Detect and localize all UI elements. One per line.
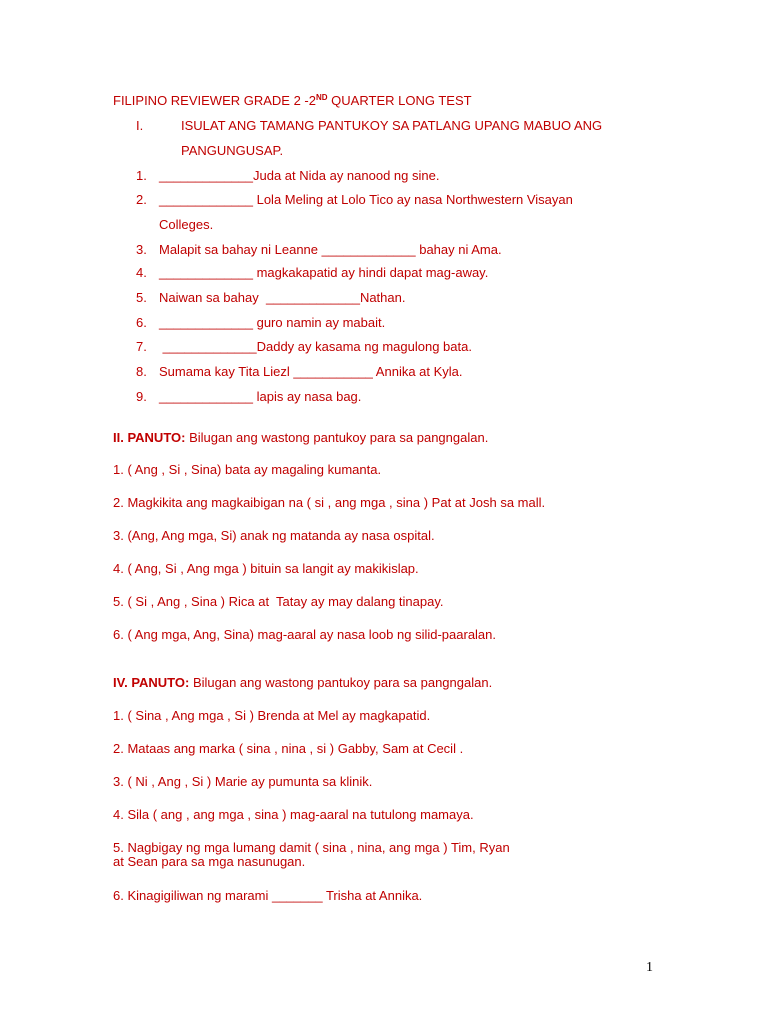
section1-heading: ISULAT ANG TAMANG PANTUKOY SA PATLANG UPANG MABUO ANG xyxy=(181,118,603,133)
question-item: 2. Mataas ang marka ( sina , nina , si ) Gabby, Sam at Cecil . xyxy=(113,741,464,756)
fill-in-item: _____________Daddy ay kasama ng magulong bata. xyxy=(159,339,472,354)
section4-label: IV. PANUTO: xyxy=(113,675,190,690)
question-item: 6. Kinagigiliwan ng marami _______ Trisha at Annika. xyxy=(113,888,423,903)
item-number: 6. xyxy=(136,315,147,330)
fill-in-item: Malapit sa bahay ni Leanne _____________ bahay ni Ama. xyxy=(159,242,502,257)
question-item: 4. ( Ang, Si , Ang mga ) bituin sa langit ay makikislap. xyxy=(113,561,419,576)
item-number: 9. xyxy=(136,389,147,404)
question-item: 3. ( Ni , Ang , Si ) Marie ay pumunta sa klinik. xyxy=(113,774,373,789)
item-number: 4. xyxy=(136,265,147,280)
section2-label: II. PANUTO: xyxy=(113,430,186,445)
fill-in-item: _____________ Lola Meling at Lolo Tico ay nasa Northwestern Visayan xyxy=(159,192,573,207)
fill-in-item: Naiwan sa bahay _____________Nathan. xyxy=(159,290,406,305)
question-item: 3. (Ang, Ang mga, Si) anak ng matanda ay nasa ospital. xyxy=(113,528,435,543)
fill-in-item: _____________Juda at Nida ay nanood ng sine. xyxy=(159,168,440,183)
question-item-cont: at Sean para sa mga nasunugan. xyxy=(113,854,306,869)
title-superscript: ND xyxy=(316,93,328,102)
section4-instruction: Bilugan ang wastong pantukoy para sa pangngalan. xyxy=(189,675,493,690)
item-number: 1. xyxy=(136,168,147,183)
section2-heading xyxy=(113,430,488,446)
section4-heading xyxy=(113,675,492,691)
section1-heading-cont: PANGUNGUSAP. xyxy=(181,143,284,158)
item-number: 2. xyxy=(136,192,147,207)
fill-in-item: _____________ lapis ay nasa bag. xyxy=(159,389,362,404)
question-item: 1. ( Sina , Ang mga , Si ) Brenda at Mel ay magkapatid. xyxy=(113,708,431,723)
question-item: 6. ( Ang mga, Ang, Sina) mag-aaral ay nasa loob ng silid-paaralan. xyxy=(113,627,497,642)
section2-instruction: Bilugan ang wastong pantukoy para sa pangngalan. xyxy=(185,430,489,445)
question-item: 1. ( Ang , Si , Sina) bata ay magaling kumanta. xyxy=(113,462,382,477)
item-number: 5. xyxy=(136,290,147,305)
item-number: 3. xyxy=(136,242,147,257)
section1-numeral: I. xyxy=(136,118,144,133)
question-item: 2. Magkikita ang magkaibigan na ( si , ang mga , sina ) Pat at Josh sa mall. xyxy=(113,495,546,510)
title-text: FILIPINO REVIEWER GRADE 2 -2 xyxy=(113,93,316,108)
fill-in-item: _____________ magkakapatid ay hindi dapat mag-away. xyxy=(159,265,489,280)
question-item: 5. ( Si , Ang , Sina ) Rica at Tatay ay may dalang tinapay. xyxy=(113,594,444,609)
fill-in-item: _____________ guro namin ay mabait. xyxy=(159,315,386,330)
item-number: 7. xyxy=(136,339,147,354)
fill-in-item: Sumama kay Tita Liezl ___________ Annika at Kyla. xyxy=(159,364,463,379)
item-number: 8. xyxy=(136,364,147,379)
question-item: 4. Sila ( ang , ang mga , sina ) mag-aaral na tutulong mamaya. xyxy=(113,807,474,822)
page-number: 1 xyxy=(646,960,653,975)
document-title xyxy=(113,93,472,109)
fill-in-item-cont: Colleges. xyxy=(159,217,214,232)
question-item: 5. Nagbigay ng mga lumang damit ( sina , nina, ang mga ) Tim, Ryan xyxy=(113,840,510,855)
title-text-suffix: QUARTER LONG TEST xyxy=(327,93,472,108)
